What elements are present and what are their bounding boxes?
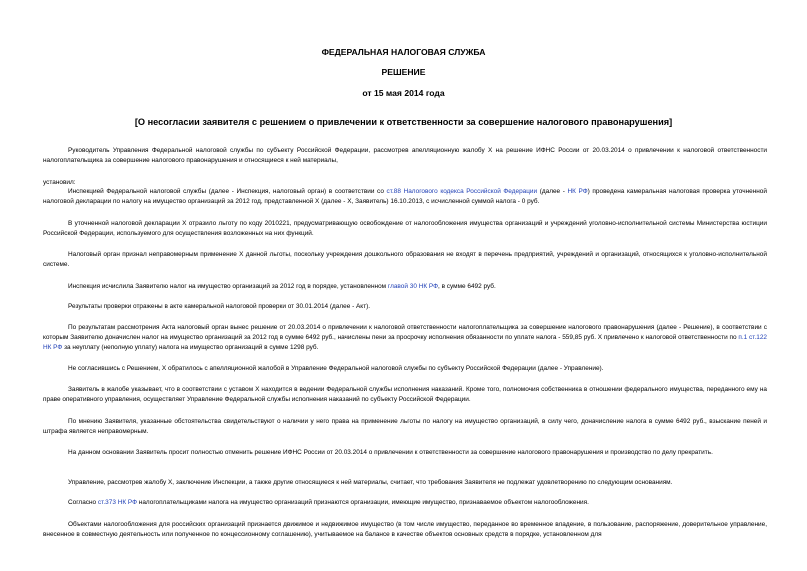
paragraph-act: Результаты проверки отражены в акте камеральной налоговой проверки от 30.01.2014 (далее - Акт).: [68, 303, 371, 310]
agency-title: ФЕДЕРАЛЬНАЯ НАЛОГОВАЯ СЛУЖБА: [321, 47, 486, 57]
link-nk-rf[interactable]: НК РФ: [567, 188, 588, 195]
document-subject: [О несогласии заявителя с решением о привлечении к ответственности за совершение налогового правонарушения]: [134, 117, 673, 127]
paragraph-department: Управление, рассмотрев жалобу Х, заключение Инспекции, а также другие относящиеся к ней материалы, считает, что требования Заявителя не подлежат удовлетворению по следующим основаниям.: [68, 479, 673, 486]
document-date: от 15 мая 2014 года: [362, 88, 445, 98]
link-article-122[interactable]: п.1 ст.122 НК РФ: [43, 334, 768, 351]
paragraph-tax-authority: Налоговый орган признал неправомерным применение Х данной льготы, поскольку учреждения дошкольного образования не входят в перечень предприятий, учреждений и организаций, относящихся к уголовно-исполнительной системе.: [43, 251, 767, 268]
paragraph-appeal: Не согласившись с Решением, Х обратилось с апелляционной жалобой в Управление Федеральной налоговой службы по субъекту Российской Федерации (далее - Управление).: [68, 365, 604, 372]
paragraph-objects: Объектами налогообложения для российских организаций признается движимое и недвижимое имущество (в том числе имущество, переданное во временное владение, в пользование, распоряжение, доверительное управление, внесенное в совместную деятельность или полученное по концессионному соглашению), учитываемое на балансе в качестве объектов основных средств в порядке, установленном для: [43, 521, 767, 538]
paragraph-article-373: Согласно ст.373 НК РФ налогоплательщиками налога на имущество организаций признаются организации, имеющие имущество, признаваемое объектом налогообложения.: [68, 499, 589, 506]
paragraph-request: На данном основании Заявитель просит полностью отменить решение ИФНС России от 20.03.2014 о привлечении к ответственности за совершение налогового правонарушения и производство по делу прекратить.: [68, 449, 713, 456]
paragraph-applicant-claim: Заявитель в жалобе указывает, что в соответствии с уставом Х находится в ведении Федеральной службы исполнения наказаний. Кроме того, полномочия собственника в отношении федерального имущества, переданного ему на праве оперативного управления, осуществляет Управление Федеральной службы исполнения наказаний по субъекту Российской Федерации.: [43, 386, 767, 403]
link-chapter-30[interactable]: главой 30 НК РФ: [387, 283, 438, 290]
paragraph-established: установил:: [43, 179, 76, 186]
paragraph-inspection: Инспекцией Федеральной налоговой службы (далее - Инспекция, налоговый орган) в соответствии со ст.88 Налогового кодекса Российской Федерации (далее - НК РФ) проведена камеральная налоговая проверка уточненной налоговой декларации по налогу на имущество организаций за 2012 год, представленной Х (далее - Х, Заявитель) 16.10.2013, с исчисленной суммой налога - 0 руб.: [43, 188, 767, 205]
document-type: РЕШЕНИЕ: [381, 67, 426, 77]
link-article-373[interactable]: ст.373 НК РФ: [97, 499, 137, 506]
paragraph-calculation: Инспекция исчислила Заявителю налог на имущество организаций за 2012 год в порядке, установленном главой 30 НК РФ, в сумме 6492 руб.: [68, 283, 496, 290]
paragraph-decision: По результатам рассмотрения Акта налоговый орган вынес решение от 20.03.2014 о привлечении к налоговой ответственности налогоплательщика за совершение налогового правонарушения (далее - Решение), в соответствии с которым Заявителю доначислен налог на имущество организаций за 2012 год в сумме 6492 руб., начислены пени за просрочку исполнения обязанности по уплате налога - 559,85 руб. Х привлечено к налоговой ответственности по п.1 ст.122 НК РФ за неуплату (неполную уплату) налога на имущество организаций в сумме 1298 руб.: [43, 324, 768, 351]
link-article-88[interactable]: ст.88 Налогового кодекса Российской Федерации: [386, 188, 538, 195]
paragraph-intro: Руководитель Управления Федеральной налоговой службы по субъекту Российской Федерации, рассмотрев апелляционную жалобу Х на решение ИФНС России от 20.03.2014 о привлечении к налоговой ответственности налогоплательщика за совершение налогового правонарушения и относящиеся к ней материалы,: [43, 147, 767, 164]
paragraph-applicant-opinion: По мнению Заявителя, указанные обстоятельства свидетельствуют о наличии у него права на применение льготы по налогу на имущество организаций, в силу чего, доначисление налога в сумме 6492 руб., взыскание пеней и штрафа является неправомерным.: [43, 418, 767, 435]
paragraph-declaration: В уточненной налоговой декларации Х отразило льготу по коду 2010221, предусматривающую освобождение от налогообложения имущества организаций и учреждений уголовно-исполнительной системы Министерства юстиции Российской Федерации, используемого для осуществления возложенных на них функций.: [43, 220, 767, 237]
